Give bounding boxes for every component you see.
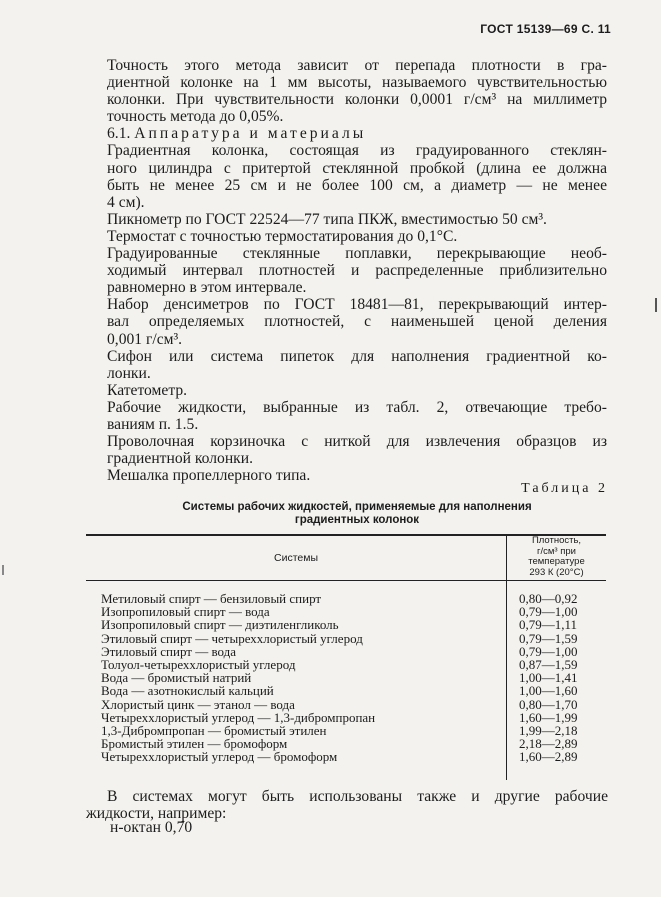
intro-line: диентной колонке на 1 мм высоты, называемого чувствительностью [107,74,607,92]
equipment-item [107,296,607,347]
scan-margin-mark [655,298,657,312]
table-cell-density: 0,80—1,70 [519,696,578,712]
equipment-list [107,142,607,484]
equipment-item [107,228,607,245]
table-caption-line: градиентных колонок [294,514,420,526]
table-header-rule [86,580,606,581]
column-header-density-line: Плотность, [531,535,582,546]
equipment-item [107,142,607,210]
page-header: ГОСТ 15139—69 С. 11 [480,22,611,36]
closing-line: жидкости, например: [86,805,227,823]
table-row [86,632,606,645]
equipment-item-line: 0,001 г/см³. [107,330,183,348]
equipment-item-line: вал определяемых плотностей, с наименьшей ценой деления [107,313,607,331]
example-liquid: н-октан 0,70 [110,819,193,836]
equipment-item-line: Пикнометр по ГОСТ 22524—77 типа ПКЖ, вместимостью 50 см³. [107,210,547,228]
equipment-item-line: лонки. [107,364,151,382]
equipment-item-line: равномерно в этом интервале. [107,279,307,297]
table-cell-density: 0,79—1,59 [519,630,578,646]
equipment-item [107,433,607,467]
table-row [86,645,606,658]
table-cell-density: 0,87—1,59 [519,656,578,672]
equipment-item-line: 4 см). [107,193,145,211]
table-cell-system: Четыреххлористый углерод — бромоформ [101,749,338,765]
column-header-density-line: г/см³ при [537,545,576,557]
body-text [107,57,607,484]
equipment-item [107,348,607,382]
equipment-item [107,399,607,433]
equipment-item [107,211,607,228]
table-caption [107,501,607,527]
scan-margin-mark [2,565,4,575]
section-heading [107,125,607,142]
equipment-item-line: быть не менее 25 см и не более 100 см, а диаметр — не менее [107,176,607,194]
table-caption-line: Системы рабочих жидкостей, применяемые для наполнения [182,501,532,513]
table-cell-system: Хлористый цинк — этанол — вода [101,696,295,712]
table-cell-density: 0,80—0,92 [519,591,578,606]
table-cell-system: Этиловый спирт — четыреххлористый углерод [101,630,363,646]
equipment-item [107,382,607,399]
table-row [86,618,606,631]
column-header-density-line: 293 К (20°С) [529,566,584,578]
table-row [86,698,606,711]
table-row [86,684,606,697]
table-row [86,711,606,724]
table-cell-density: 1,00—1,60 [519,683,578,699]
equipment-item-line: Набор денсиметров по ГОСТ 18481—81, перекрывающий интер- [107,296,607,314]
column-header-density-line: температуре [528,556,585,567]
equipment-item-line: Мешалка пропеллерного типа. [107,467,311,485]
equipment-item-line: ного цилиндра с притертой стеклянной пробкой (длина ее должна [107,159,607,177]
equipment-item-line: Проволочная корзиночка с ниткой для извлечения образцов из [107,433,607,451]
equipment-item-line: ходимый интервал плотностей и распределенные приблизительно [107,262,607,280]
table-cell-density: 1,60—2,89 [519,749,578,765]
table-cell-density: 0,79—1,00 [519,643,578,659]
equipment-item-line: Катетометр. [107,381,188,399]
table-cell-system: Изопропиловый спирт — вода [101,604,270,620]
table-cell-density: 1,60—1,99 [519,709,578,725]
closing-paragraph [86,788,608,822]
table-body [86,592,606,763]
closing-line: В системах могут быть использованы также и другие рабочие [107,788,608,805]
column-header-systems: Системы [274,552,318,564]
table-cell-system: Бромистый этилен — бромоформ [101,736,288,752]
table-cell-density: 1,99—2,18 [519,722,578,738]
section-title: Аппаратура и материалы [134,125,367,143]
table-cell-system: 1,3-Дибромпропан — бромистый этилен [101,722,327,738]
equipment-item [107,245,607,296]
table-cell-system: Вода — бромистый натрий [101,670,252,686]
intro-line: колонки. При чувствительности колонки 0,0001 г/см³ на миллиметр [107,91,607,109]
table-cell-system: Четыреххлористый углерод — 1,3-дибромпропан [101,709,376,725]
equipment-item-line: Термостат с точностью термостатирования до 0,1°С. [107,227,458,245]
table-cell-system: Толуол-четыреххлористый углерод [101,656,296,672]
intro-line: Точность этого метода зависит от перепада плотности в гра- [107,57,607,74]
table-row [86,750,606,763]
table-cell-system: Этиловый спирт — вода [101,643,237,659]
equipment-item-line: Сифон или система пипеток для наполнения градиентной ко- [107,347,607,365]
intro-line: точность метода до 0,05%. [107,108,284,126]
table-cell-density: 0,79—1,00 [519,604,578,620]
table-cell-system: Метиловый спирт — бензиловый спирт [101,591,322,606]
table-label: Таблица 2 [521,481,608,496]
intro-paragraph [107,57,607,125]
table-cell-system: Вода — азотнокислый кальций [101,683,274,699]
column-header-density [507,536,606,578]
equipment-item-line: Градуированные стеклянные поплавки, перекрывающие необ- [107,245,607,263]
section-number: 6.1. [107,125,131,143]
table-cell-density: 0,79—1,11 [519,617,578,633]
equipment-item-line: ваниям п. 1.5. [107,415,199,433]
equipment-item-line: Рабочие жидкости, выбранные из табл. 2, отвечающие требо- [107,398,607,416]
table-cell-density: 1,00—1,41 [519,670,578,686]
table-cell-system: Изопропиловый спирт — диэтиленгликоль [101,617,339,633]
table-cell-density: 2,18—2,89 [519,736,578,752]
equipment-item-line: градиентной колонки. [107,450,253,468]
equipment-item-line: Градиентная колонка, состоящая из градуированного стеклян- [107,142,607,160]
